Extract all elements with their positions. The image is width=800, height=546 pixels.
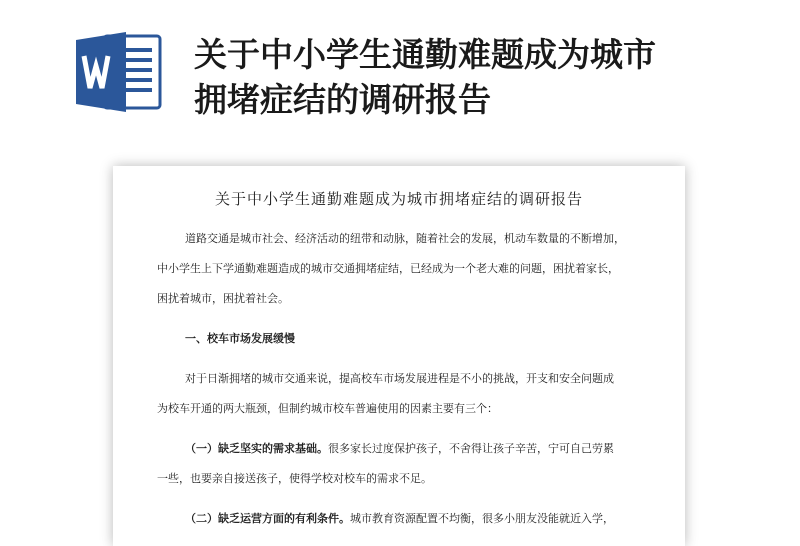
title-line-2: 拥堵症结的调研报告 xyxy=(194,80,491,119)
item-1-line-1 xyxy=(185,434,675,464)
page-title xyxy=(194,32,754,122)
item-1-rest: 很多家长过度保护孩子，不舍得让孩子辛苦，宁可自己劳累 xyxy=(328,442,614,455)
item-1-bold: （一）缺乏坚实的需求基础。 xyxy=(185,442,328,455)
document-page xyxy=(113,166,685,546)
item-2-rest: 城市教育资源配置不均衡，很多小朋友没能就近入学， xyxy=(350,512,614,525)
item-2-bold: （二）缺乏运营方面的有利条件。 xyxy=(185,512,350,525)
document-title: 关于中小学生通勤难题成为城市拥堵症结的调研报告 xyxy=(214,190,583,208)
section-heading-1: 一、校车市场发展缓慢 xyxy=(185,332,295,345)
paragraph-2-line-1: 对于日渐拥堵的城市交通来说，提高校车市场发展进程是不小的挑战，开支和安全问题成 xyxy=(185,372,614,385)
paragraph-1-line-2: 中小学生上下学通勤难题造成的城市交通拥堵症结，已经成为一个老大难的问题，困扰着家长， xyxy=(157,262,619,275)
header xyxy=(0,0,800,150)
item-2-line-1 xyxy=(185,504,675,534)
word-icon xyxy=(74,30,166,114)
paragraph-1-line-1: 道路交通是城市社会、经济活动的纽带和动脉，随着社会的发展，机动车数量的不断增加， xyxy=(185,232,625,245)
title-line-1: 关于中小学生通勤难题成为城市 xyxy=(194,35,656,74)
item-1-line-2: 一些，也要亲自接送孩子，使得学校对校车的需求不足。 xyxy=(157,472,432,485)
paragraph-1-line-3: 困扰着城市，困扰着社会。 xyxy=(157,292,289,305)
paragraph-2-line-2: 为校车开通的两大瓶颈，但制约城市校车普遍使用的因素主要有三个： xyxy=(157,402,498,415)
